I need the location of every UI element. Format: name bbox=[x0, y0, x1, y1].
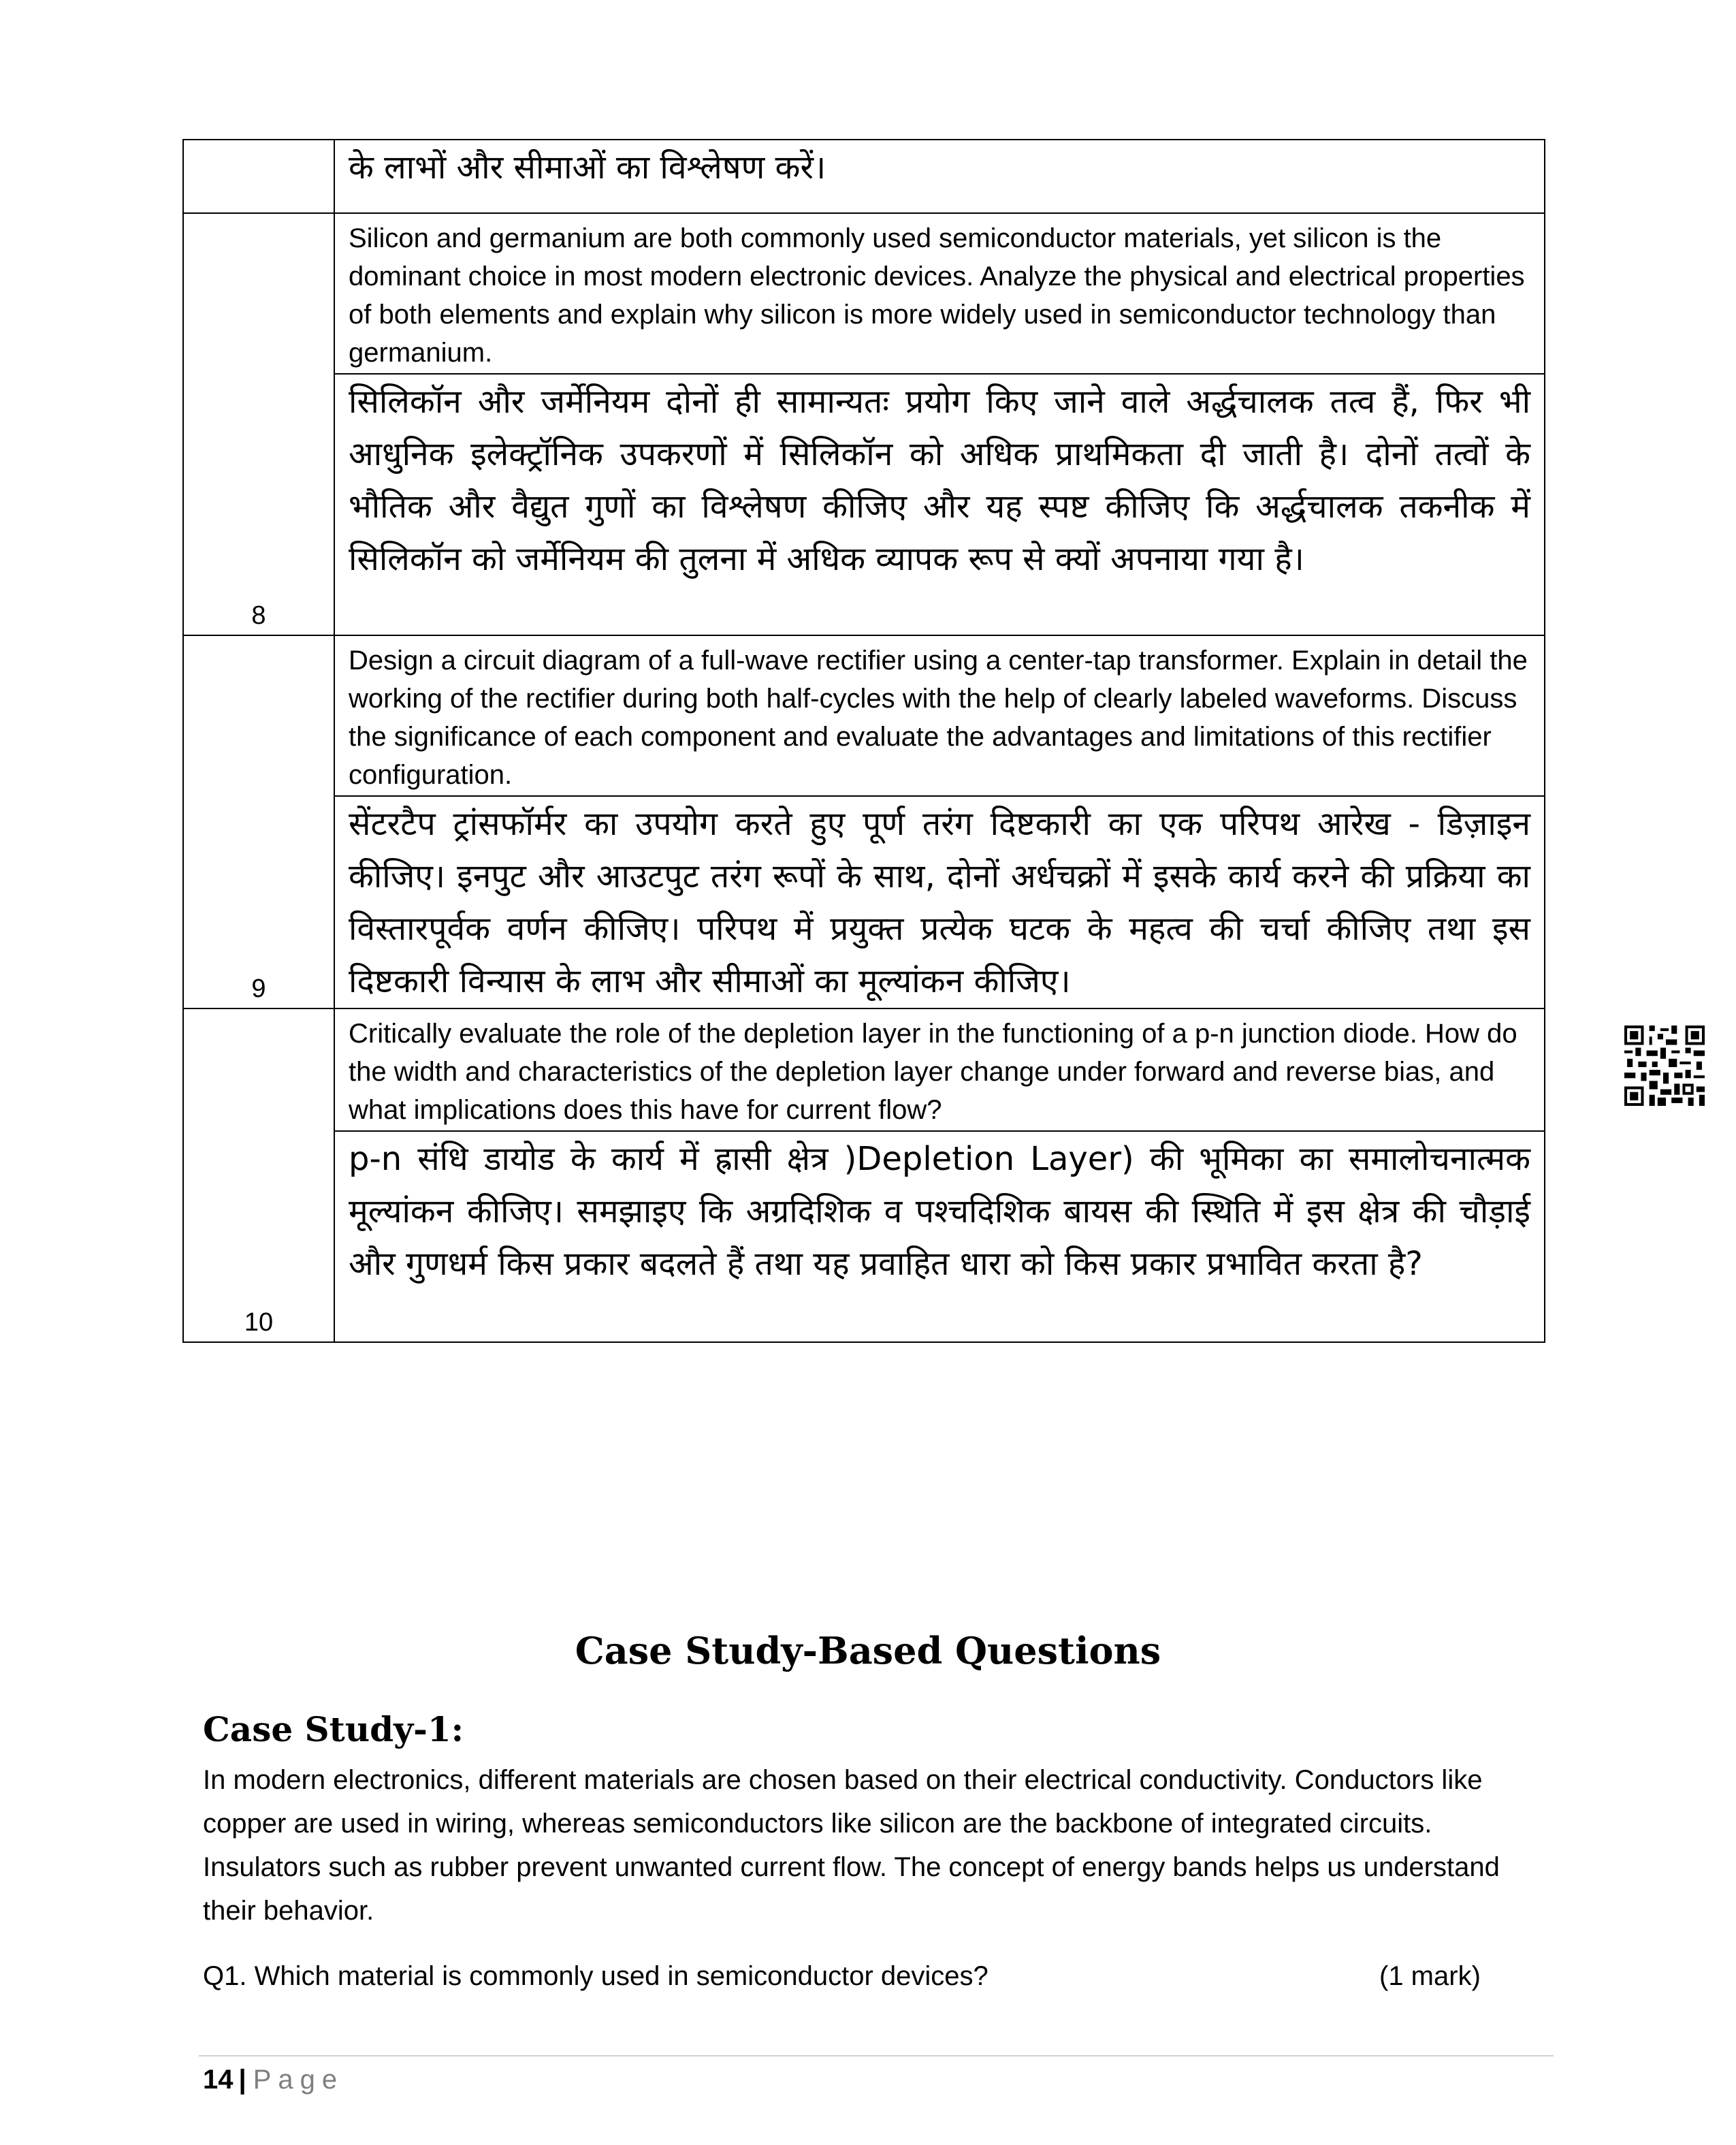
questions-table bbox=[182, 139, 1545, 1343]
page-label: Page bbox=[253, 2065, 344, 2095]
question-number: 10 bbox=[183, 1131, 334, 1342]
table-row bbox=[183, 374, 1545, 635]
table-row bbox=[183, 213, 1545, 374]
question-text-hindi: p-n संधि डायोड के कार्य में ह्रासी क्षेत्र )Depletion Layer) की भूमिका का समालोचनात्मक मूल्यांकन कीजिए। समझाइए कि अग्रदिशिक व पश्चदिशिक बायस की स्थिति में इस क्षेत्र की चौड़ाई और गुणधर्म किस प्रकार बदलते हैं तथा यह प्रवाहित धारा को किस प्रकार प्रभावित करता है? bbox=[334, 1131, 1545, 1342]
table-row bbox=[183, 1131, 1545, 1342]
qr-code-icon bbox=[1624, 1026, 1705, 1106]
table-row bbox=[183, 1008, 1545, 1131]
page-number: 14 bbox=[203, 2065, 234, 2095]
table-row bbox=[183, 635, 1545, 796]
question-number bbox=[183, 140, 334, 213]
question-text-english: Design a circuit diagram of a full-wave rectifier using a center-tap transformer. Explain in detail the working of the rectifier during both half-cycles with the help of clearly labeled waveforms. Discuss the significance of each component and evaluate the advantages and limitations of this rectifier configuration. bbox=[334, 635, 1545, 796]
table-row bbox=[183, 140, 1545, 213]
question-marks: (1 mark) bbox=[1379, 1961, 1481, 1991]
page-footer bbox=[203, 2065, 344, 2095]
section-title: Case Study-Based Questions bbox=[575, 1629, 1161, 1672]
question-text-hindi: सेंटरटैप ट्रांसफॉर्मर का उपयोग करते हुए पूर्ण तरंग दिष्टकारी का एक परिपथ आरेख - डिज़ाइन कीजिए। इनपुट और आउटपुट तरंग रूपों के साथ, दोनों अर्धचक्रों में इसके कार्य करने की प्रक्रिया का विस्तारपूर्वक वर्णन कीजिए। परिपथ में प्रयुक्त प्रत्येक घटक के महत्व की चर्चा कीजिए तथा इस दिष्टकारी विन्यास के लाभ और सीमाओं का मूल्यांकन कीजिए। bbox=[334, 796, 1545, 1008]
case-study-heading: Case Study-1: bbox=[203, 1709, 464, 1749]
footer-divider bbox=[199, 2055, 1554, 2056]
question-number bbox=[183, 1008, 334, 1131]
question-text-hindi: सिलिकॉन और जर्मेनियम दोनों ही सामान्यतः प्रयोग किए जाने वाले अर्द्धचालक तत्व हैं, फिर भी आधुनिक इलेक्ट्रॉनिक उपकरणों में सिलिकॉन को अधिक प्राथमिकता दी जाती है। दोनों तत्वों के भौतिक और वैद्युत गुणों का विश्लेषण कीजिए और यह स्पष्ट कीजिए कि अर्द्धचालक तकनीक में सिलिकॉन को जर्मेनियम की तुलना में अधिक व्यापक रूप से क्यों अपनाया गया है। bbox=[334, 374, 1545, 635]
question-number: 8 bbox=[183, 374, 334, 635]
footer-separator: | bbox=[238, 2065, 246, 2095]
case-study-paragraph: In modern electronics, different materials are chosen based on their electrical conductivity. Conductors like copper are used in wiring, whereas semiconductors like silicon are the backbone of integrated circuits. Insulators such as rubber prevent unwanted current flow. The concept of energy bands helps us understand their behavior. bbox=[203, 1765, 1500, 1926]
question-text-hindi: के लाभों और सीमाओं का विश्लेषण करें। bbox=[334, 140, 1545, 213]
question-text-english: Critically evaluate the role of the depletion layer in the functioning of a p-n junction diode. How do the width and characteristics of the depletion layer change under forward and reverse bias, and what implications does this have for current flow? bbox=[334, 1008, 1545, 1131]
question-number bbox=[183, 635, 334, 796]
question-number: 9 bbox=[183, 796, 334, 1008]
question-text-english: Silicon and germanium are both commonly used semiconductor materials, yet silicon is the dominant choice in most modern electronic devices. Analyze the physical and electrical properties of both elements and explain why silicon is more widely used in semiconductor technology than germanium. bbox=[334, 213, 1545, 374]
question-text: Q1. Which material is commonly used in semiconductor devices? bbox=[203, 1961, 988, 1991]
table-row bbox=[183, 796, 1545, 1008]
question-number bbox=[183, 213, 334, 374]
